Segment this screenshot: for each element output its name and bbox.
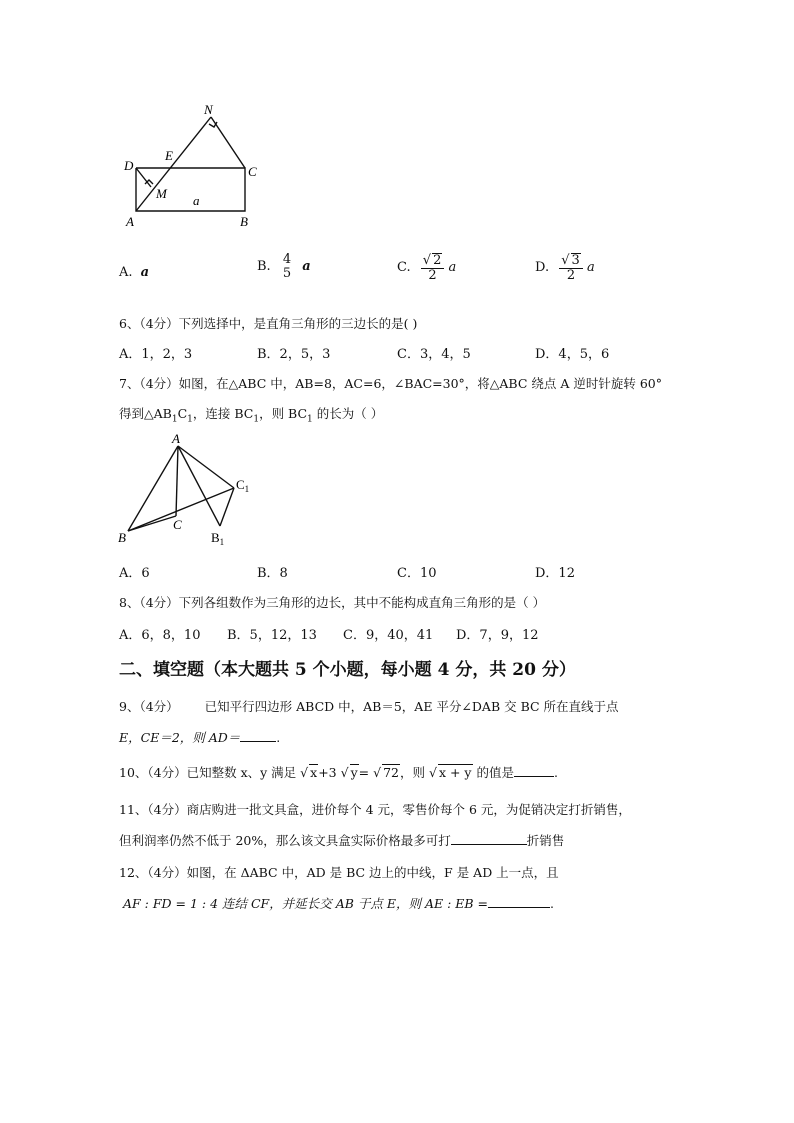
label-M: M xyxy=(156,186,167,201)
q7-option-b[interactable]: B．8 xyxy=(257,566,288,581)
q5-option-a[interactable]: A. a xyxy=(119,265,150,280)
q8-option-c[interactable]: C．9，40，41 xyxy=(343,628,434,643)
answer-blank[interactable] xyxy=(514,764,554,777)
figure-rectangle-triangle xyxy=(118,100,268,232)
q5-option-c[interactable]: C. $\frac{√ 2}{2}$ a xyxy=(397,253,457,283)
answer-blank[interactable] xyxy=(488,895,550,908)
label-C1: $C_1$ xyxy=(236,477,250,494)
label-B1: $B_1$ xyxy=(211,530,225,547)
q7-stem-line1: 7、（4分）如图，在△ABC 中，AB=8，AC=6，∠BAC=30°，将△ABC 绕点 A 逆时针旋转 60° xyxy=(119,376,662,391)
q8-stem: 8、（4分）下列各组数作为三角形的边长，其中不能构成直角三角形的是（ ） xyxy=(119,595,546,610)
section-2-title: 二、填空题（本大题共 5 个小题，每小题 4 分，共 20 分） xyxy=(119,660,576,680)
q12-line1: 12、（4分）如图，在 ΔABC 中，AD 是 BC 边上的中线，F 是 AD 上一点，且 xyxy=(119,865,559,880)
label-E: E xyxy=(165,148,173,163)
q11-line1: 11、（4分）商店购进一批文具盒，进价每个 4 元，零售价每个 6 元，为促销决定打折销售， xyxy=(119,802,631,817)
q6-option-a[interactable]: A．1，2，3 xyxy=(119,347,193,362)
q5-option-b[interactable]: B. 4 5 a xyxy=(257,252,311,281)
q7-option-c[interactable]: C．10 xyxy=(397,566,437,581)
q9-line1: 9、（4分） 已知平行四边形 ABCD 中，AB＝5，AE 平分∠DAB 交 BC 所在直线于点 xyxy=(119,699,619,714)
q7-option-a[interactable]: A．6 xyxy=(119,566,150,581)
q7-stem-line2: 得到$\triangle AB_1C_1$，连接 $BC_1$，则 $BC_1$ 的长为（ ） xyxy=(119,406,384,425)
q8-option-b[interactable]: B．5，12，13 xyxy=(227,628,317,643)
label-N: N xyxy=(204,102,213,117)
label-B: B xyxy=(118,530,126,545)
label-C: C xyxy=(248,164,257,179)
fraction: $\frac{√ 3}{2}$ xyxy=(559,253,583,282)
label-B: B xyxy=(240,214,248,229)
answer-blank[interactable] xyxy=(240,729,276,742)
q9-line2: E，CE＝2，则 AD＝ . xyxy=(119,730,281,745)
label-D: D xyxy=(124,158,134,173)
q6-stem: 6、（4分）下列选择中，是直角三角形的三边长的是( ) xyxy=(119,316,418,331)
label-C: C xyxy=(173,517,182,532)
label-A: A xyxy=(172,431,180,446)
answer-blank[interactable] xyxy=(451,832,527,845)
q11-line2: 但利润率仍然不低于 20%，那么该文具盒实际价格最多可打 折销售 xyxy=(119,833,565,848)
fraction: 4 5 xyxy=(282,252,292,281)
q5-option-d[interactable]: D. $\frac{√ 3}{2}$ a xyxy=(535,253,595,283)
q10-stem: 10、（4分）已知整数 x、y 满足 √ x+3 √ y= √ 72，则 √ x + y 的值是 . xyxy=(119,765,558,780)
q12-line2: AF : FD = 1 : 4 连结 CF，并延长交 AB 于点 E，则 AE : EB = . xyxy=(123,896,555,911)
q8-option-a[interactable]: A．6，8，10 xyxy=(119,628,201,643)
q6-option-b[interactable]: B．2，5，3 xyxy=(257,347,331,362)
q7-option-d[interactable]: D．12 xyxy=(535,566,575,581)
fraction: $\frac{√ 2}{2}$ xyxy=(421,253,445,282)
figure-rotation-triangles xyxy=(112,428,272,552)
label-A: A xyxy=(126,214,134,229)
q6-option-d[interactable]: D．4，5，6 xyxy=(535,347,610,362)
label-a: a xyxy=(193,193,200,208)
q6-option-c[interactable]: C．3，4，5 xyxy=(397,347,471,362)
q8-option-d[interactable]: D．7，9，12 xyxy=(456,628,539,643)
